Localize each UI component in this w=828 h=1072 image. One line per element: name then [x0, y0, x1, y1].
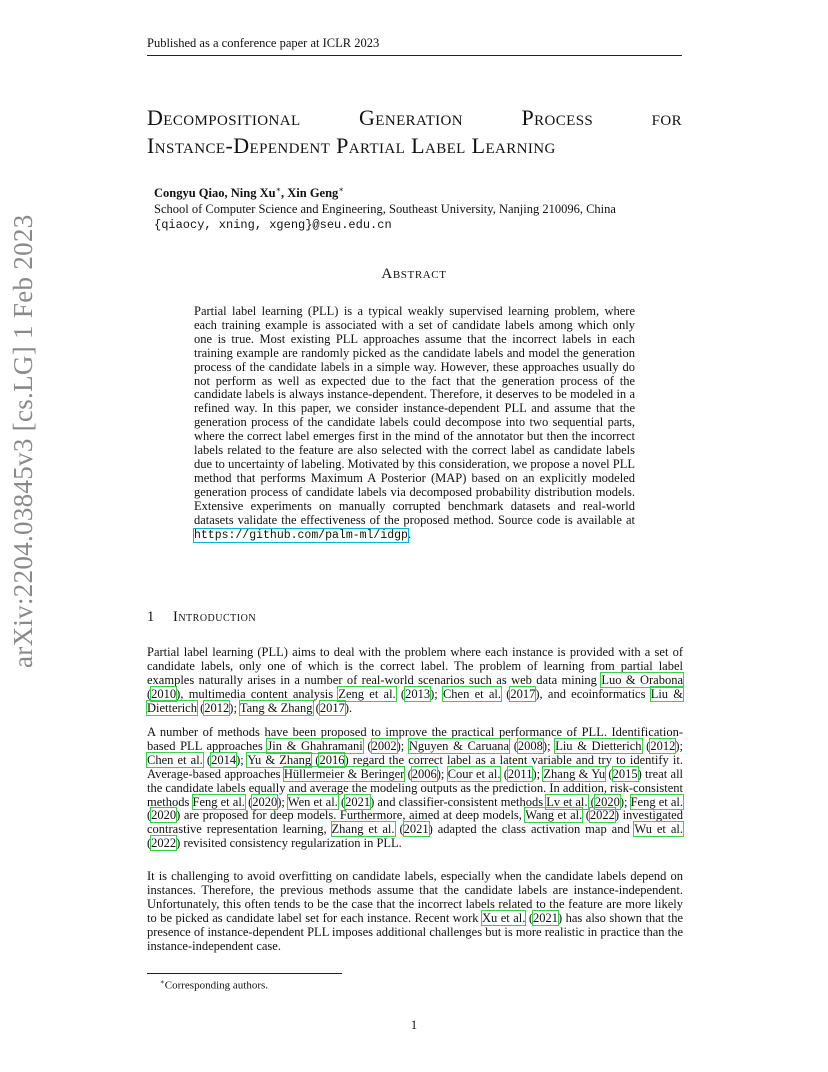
- citation-link[interactable]: Feng et al.: [192, 794, 245, 809]
- citation-link[interactable]: Wen et al.: [287, 794, 338, 809]
- citation-link[interactable]: 2022: [589, 808, 615, 823]
- citation-link[interactable]: Cour et al.: [447, 766, 501, 781]
- footnote: [160, 978, 268, 992]
- citation-link[interactable]: 2021: [345, 794, 371, 809]
- abstract-end: .: [407, 526, 412, 541]
- footnote-text: Corresponding authors.: [164, 979, 269, 992]
- citation-link[interactable]: Nguyen & Caruana: [408, 738, 510, 753]
- section-number: 1: [147, 609, 155, 625]
- citation-link[interactable]: Luo & Orabona: [601, 672, 683, 687]
- author-block: [154, 182, 684, 233]
- author-names: [154, 182, 684, 201]
- citation-link[interactable]: 2006: [411, 766, 437, 781]
- citation-link[interactable]: Yu & Zhang: [247, 752, 312, 767]
- footnote-divider: [147, 973, 342, 974]
- page-number: 1: [410, 1018, 418, 1032]
- abstract-text: Partial label learning (PLL) is a typical weakly supervised learning problem, where each training example is associated with a set of candidate labels among which only one is true. Most existing PLL approaches assume that the incorrect labels in each training example are randomly picked as the candidate labels and model the generation process of the candidate labels in a simple way. However, these approaches usually do not perform as well as expected due to the fact that the generation process of the candidate labels is always instance-dependent. Therefore, it deserves to be modeled in a refined way. In this paper, we consider instance-dependent PLL and assume that the generation process of the candidate labels could decompose into two sequential parts, where the correct label emerges first in the mind of the annotator but then the incorrect labels related to the feature are also selected with the correct label as candidate labels due to uncertainty of labeling. Motivated by this consideration, we propose a novel PLL method that performs Maximum A Posterior (MAP) based on an explicitly modeled generation process of candidate labels via decomposed probability distribution models. Extensive experiments on manually corrupted benchmark datasets and real-world datasets validate the effectiveness of the proposed method. Source code is available at: [194, 304, 635, 527]
- citation-link[interactable]: Wang et al.: [525, 808, 583, 823]
- corresponding-mark: ∗: [338, 185, 344, 194]
- citation-link[interactable]: 2015: [612, 766, 638, 781]
- abstract-body: [194, 305, 635, 542]
- author-name: Congyu Qiao, Ning Xu: [154, 186, 276, 201]
- author-email: {qiaocy, xning, xgeng}@seu.edu.cn: [154, 218, 392, 233]
- affiliation: School of Computer Science and Engineering, Southeast University, Nanjing 210096, China: [154, 202, 616, 217]
- citation-link[interactable]: Liu & Dietterich: [147, 686, 683, 715]
- citation-link[interactable]: Chen et al.: [442, 686, 501, 701]
- section-heading: [147, 609, 682, 626]
- intro-paragraph-3: It is challenging to avoid overfitting on candidate labels, especially when the candidate labels depend on instances. Therefore, the previous methods assume that the candidate labels are instance-independent. Unfortunately, this often tends to be the case that the incorrect labels related to the feature are more likely to be picked as candidate label set for each instance. Recent work Xu et al. (2021) has also shown that the presence of instance-dependent PLL imposes additional challenges but is more realistic in practice than the instance-independent case.: [147, 869, 683, 953]
- corresponding-mark: ∗: [275, 185, 281, 194]
- citation-link[interactable]: 2012: [204, 700, 230, 715]
- citation-link[interactable]: 2016: [319, 752, 345, 767]
- citation-link[interactable]: Zeng et al.: [338, 686, 396, 701]
- citation-link[interactable]: Hüllermeier & Beringer: [283, 766, 405, 781]
- citation-link[interactable]: 2002: [371, 738, 397, 753]
- citation-link[interactable]: 2021: [533, 910, 558, 925]
- intro-paragraph-2: A number of methods have been proposed to improve the practical performance of PLL. Identification-based PLL approaches Jin & Ghahramani (2002); Nguyen & Caruana (2008); Liu & Dietterich (2012); Chen et al. (2014); Yu & Zhang (2016) regard the correct label as a latent variable and try to identify it. Average-based approaches Hüllermeier & Beringer (2006); Cour et al. (2011); Zhang & Yu (2015) treat all the candidate labels equally and average the modeling outputs as the prediction. In addition, risk-consistent methods Feng et al. (2020); Wen et al. (2021) and classifier-consistent methods Lv et al. (2020); Feng et al. (2020) are proposed for deep models. Furthermore, aimed at deep models, Wang et al. (2022) investigated contrastive representation learning, Zhang et al. (2021) adapted the class activation map and Wu et al. (2022) revisited consistency regularization in PLL.: [147, 725, 684, 851]
- citation-link[interactable]: 2011: [507, 766, 533, 781]
- footnote-mark: ∗: [160, 978, 165, 986]
- arxiv-stamp: arXiv:2204.03845v3 [cs.LG] 1 Feb 2023: [8, 214, 38, 668]
- title-word: Process: [521, 105, 594, 130]
- citation-link[interactable]: 2020: [252, 794, 278, 809]
- citation-link[interactable]: 2012: [650, 738, 676, 753]
- title-word: Decompositional: [147, 105, 301, 130]
- citation-link[interactable]: 2017: [510, 686, 536, 701]
- title-line-2: Instance-Dependent Partial Label Learning: [147, 133, 556, 158]
- citation-link[interactable]: 2014: [211, 752, 237, 767]
- citation-link[interactable]: Zhang et al.: [331, 822, 395, 837]
- citation-link[interactable]: 2010: [151, 686, 177, 701]
- citation-link[interactable]: Xu et al.: [481, 910, 526, 925]
- citation-link[interactable]: 2008: [517, 738, 543, 753]
- citation-link[interactable]: Lv et al.: [546, 794, 588, 809]
- citation-link[interactable]: 2013: [405, 686, 431, 701]
- section-title: Introduction: [173, 609, 257, 625]
- title-line-1: [147, 104, 682, 132]
- title-word: Generation: [358, 105, 464, 130]
- citation-link[interactable]: Zhang & Yu: [543, 766, 606, 781]
- citation-link[interactable]: Jin & Ghahramani: [267, 738, 363, 753]
- abstract-heading: Abstract: [381, 266, 447, 282]
- source-code-link[interactable]: https://github.com/palm-ml/idgp: [194, 528, 408, 542]
- intro-paragraph-1: Partial label learning (PLL) aims to deal with the problem where each instance is provided with a set of candidate labels, only one of which is the correct label. The problem of learning from partial label examples naturally arises in a number of real-world scenarios such as web data mining Luo & Orabona (2010), multimedia content analysis Zeng et al. (2013); Chen et al. (2017), and ecoinformatics Liu & Dietterich (2012); Tang & Zhang (2017).: [147, 645, 683, 715]
- citation-link[interactable]: 2020: [594, 794, 620, 809]
- citation-link[interactable]: 2017: [319, 700, 345, 715]
- title-word: for: [651, 105, 682, 130]
- running-header: Published as a conference paper at ICLR 2023: [147, 36, 682, 56]
- paper-title: [147, 104, 682, 160]
- citation-link[interactable]: 2021: [403, 822, 429, 837]
- author-name: , Xin Geng: [281, 186, 339, 201]
- citation-link[interactable]: Chen et al.: [147, 752, 203, 767]
- citation-link[interactable]: Tang & Zhang: [239, 700, 313, 715]
- citation-link[interactable]: 2020: [151, 808, 177, 823]
- citation-link[interactable]: Liu & Dietterich: [555, 738, 642, 753]
- citation-link[interactable]: 2022: [151, 836, 177, 851]
- citation-link[interactable]: Feng et al.: [630, 794, 684, 809]
- citation-link[interactable]: Wu et al.: [634, 822, 683, 837]
